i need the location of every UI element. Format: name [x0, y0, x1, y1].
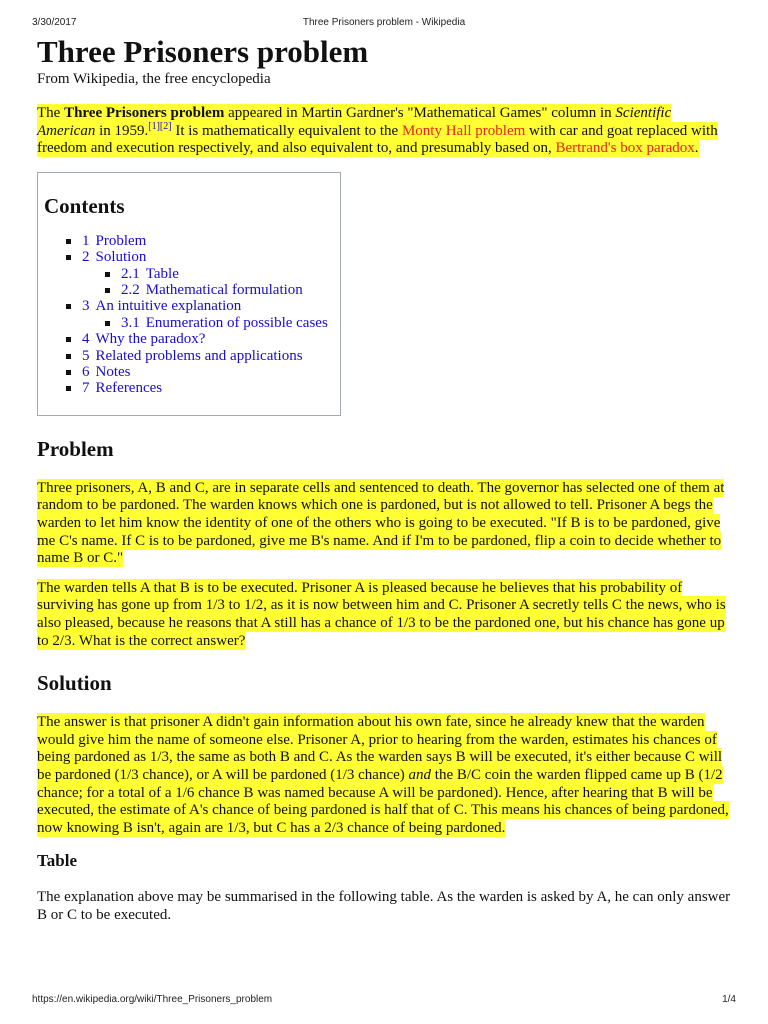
- toc-item-solution[interactable]: [44, 249, 340, 265]
- print-date: 3/30/2017: [32, 17, 77, 28]
- solution-text: The answer is that prisoner A didn't gain information about his own fate, since he already knew that the warden would give him the name of someone else. Prisoner A, prior to hearing from the warden, estimates his chances of being pardoned as 1/3, the same as both B and C. As the warden says B will be executed, it's either because C will be pardoned (1/3 chance), or A will be pardoned (1/3 chance): [37, 714, 723, 783]
- problem-paragraph-2: [37, 580, 733, 650]
- solution-text: the B/C coin the warden flipped came up B (1/2 chance; for a total of a 1/6 chance B was named because A will be pardoned). Hence, after hearing that B will be executed, the estimate of A's chance of being pardoned is half that of C. This means his chances of being pardoned, now knowing B isn't, again are 1/3, but C has a 2/3 chance of being pardoned.: [37, 766, 729, 836]
- intro-text: with car and goat replaced with freedom and execution respectively, and also equivalent to, and presumably based on,: [37, 122, 718, 157]
- bullet-icon: [105, 272, 110, 277]
- toc-label: Table: [145, 265, 179, 282]
- print-doc-title: Three Prisoners problem - Wikipedia: [302, 17, 466, 28]
- toc-num: 3: [82, 298, 90, 315]
- section-heading-solution: Solution: [37, 671, 112, 696]
- ref-1-link[interactable]: [1]: [148, 120, 160, 132]
- bullet-icon: [66, 370, 71, 375]
- ref-2-link[interactable]: [2]: [159, 120, 172, 132]
- print-url: https://en.wikipedia.org/wiki/Three_Prisoners_problem: [32, 994, 273, 1005]
- intro-bold-title: Three Prisoners problem: [64, 105, 225, 121]
- intro-text: appeared in Martin Gardner's "Mathematical Games" column in: [224, 105, 616, 121]
- toc-num: 2.2: [121, 282, 140, 298]
- table-paragraph-1: The explanation above may be summarised in the following table. As the warden is asked by A, he can only answer B or C to be executed.: [37, 889, 731, 923]
- intro-text: in 1959.: [95, 122, 149, 139]
- highlighted-text: Three prisoners, A, B and C, are in separate cells and sentenced to death. The governor has selected one of them at random to be pardoned. The warden knows which one is pardoned, but is not allowed to tell. Prisoner A begs the warden to let him know the identity of one of the others who is going to be executed. "If B is to be pardoned, give me C's name. If C is to be pardoned, give me B's name. And if I'm to be pardoned, flip a coin to decide whether to name B or C.": [37, 479, 725, 567]
- toc-num: 2.1: [121, 265, 140, 282]
- toc-num: 4: [82, 331, 90, 348]
- intro-text: It is mathematically equivalent to the: [171, 122, 402, 139]
- bullet-icon: [105, 288, 110, 293]
- toc-item-intuitive-explanation[interactable]: [44, 298, 340, 314]
- toc-item-problem[interactable]: [44, 233, 340, 249]
- toc-num: 2: [82, 249, 90, 266]
- toc-label: Related problems and applications: [95, 347, 303, 364]
- bullet-icon: [66, 255, 71, 260]
- bullet-icon: [66, 354, 71, 359]
- toc-item-why-paradox[interactable]: [44, 331, 340, 347]
- bertrands-box-link[interactable]: Bertrand's box paradox: [555, 140, 695, 157]
- problem-paragraph-1: [37, 480, 733, 568]
- toc-item-enumeration[interactable]: [44, 315, 340, 331]
- toc-item-notes[interactable]: [44, 364, 340, 380]
- toc-label: Problem: [95, 232, 147, 249]
- bullet-icon: [66, 239, 71, 244]
- toc-num: 5: [82, 347, 90, 364]
- bullet-icon: [66, 337, 71, 342]
- print-header: [32, 17, 736, 31]
- article: [37, 34, 733, 925]
- bullet-icon: [66, 304, 71, 309]
- toc-item-table[interactable]: [44, 266, 340, 282]
- solution-italic-and: and: [408, 766, 432, 783]
- toc-num: 7: [82, 380, 90, 397]
- toc-item-related-problems[interactable]: [44, 348, 340, 364]
- intro-paragraph: [37, 105, 733, 158]
- highlighted-text: The warden tells A that B is to be executed. Prisoner A is pleased because he believes that his probability of surviving has gone up from 1/3 to 1/2, as it is now between him and C. Prisoner A secretly tells C the news, who is also pleased, because he reasons that A still has a chance of 1/3 to be the pardoned one, but his chance has gone up to 2/3. What is the correct answer?: [37, 579, 726, 649]
- toc-label: An intuitive explanation: [95, 298, 242, 315]
- print-footer: [32, 994, 736, 1008]
- section-heading-problem: Problem: [37, 436, 114, 461]
- page-subtitle: From Wikipedia, the free encyclopedia: [37, 71, 271, 87]
- bullet-icon: [105, 321, 110, 326]
- intro-text: .: [694, 140, 699, 157]
- toc-item-mathematical-formulation[interactable]: [44, 282, 340, 298]
- toc-title: Contents: [44, 193, 125, 218]
- toc-label: Notes: [95, 364, 131, 381]
- table-of-contents: [37, 172, 341, 416]
- toc-num: 6: [82, 364, 90, 381]
- page-number: 1/4: [722, 994, 736, 1005]
- toc-list: [44, 233, 340, 397]
- toc-label: Why the paradox?: [95, 331, 206, 348]
- bullet-icon: [66, 386, 71, 391]
- toc-label: Mathematical formulation: [145, 282, 303, 298]
- section-heading-table: Table: [37, 851, 78, 871]
- toc-num: 1: [82, 232, 90, 249]
- toc-label: References: [95, 380, 163, 397]
- monty-hall-link[interactable]: Monty Hall problem: [401, 122, 526, 139]
- toc-label: Enumeration of possible cases: [145, 314, 328, 331]
- toc-num: 3.1: [121, 314, 140, 331]
- toc-item-references[interactable]: [44, 380, 340, 396]
- intro-italic-magazine: Scientific American: [37, 105, 672, 139]
- solution-paragraph-1: [37, 714, 733, 837]
- toc-label: Solution: [95, 249, 147, 266]
- intro-text: The: [37, 105, 65, 121]
- page-title: Three Prisoners problem: [37, 34, 369, 69]
